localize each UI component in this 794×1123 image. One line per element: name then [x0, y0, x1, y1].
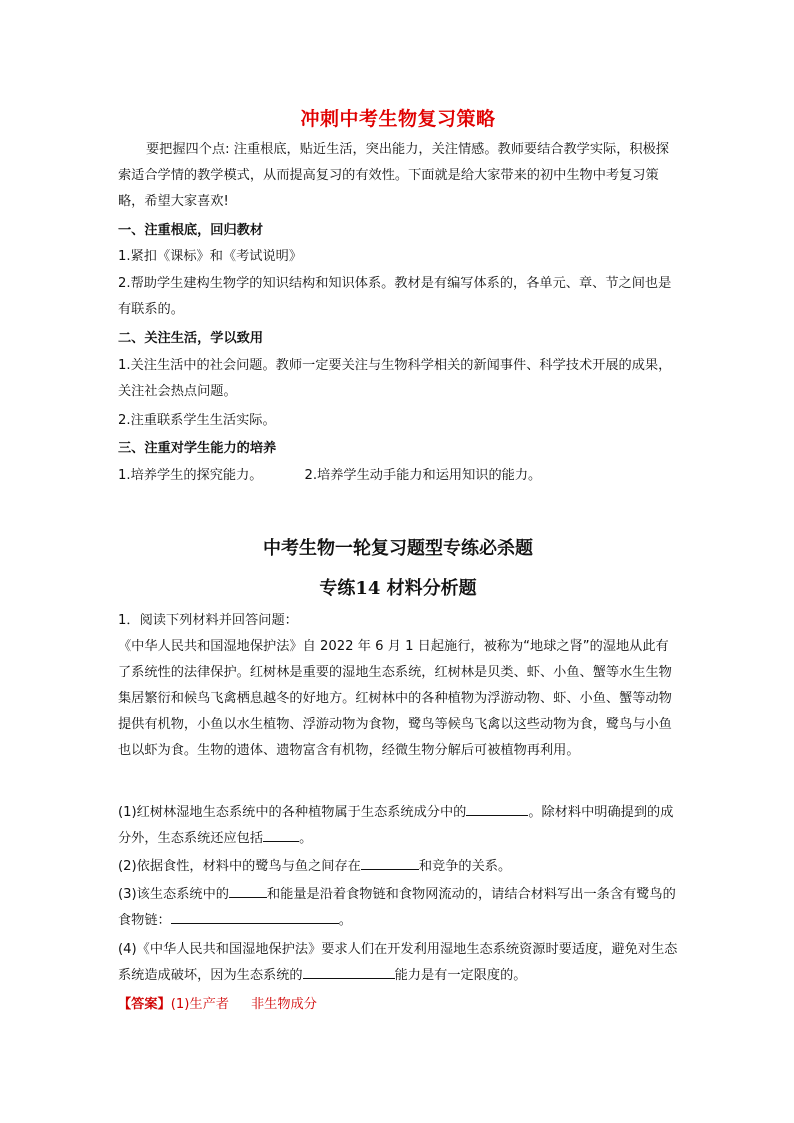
section1-item2: 2.帮助学生建构生物学的知识结构和知识体系。教材是有编写体系的，各单元、章、节之间也是有联系的。 — [118, 276, 672, 317]
answer-blank-4[interactable] — [229, 883, 267, 898]
section2-item1: 1.关注生活中的社会问题。教师一定要关注与生物科学相关的新闻事件、科学技术开展的成果，关注社会热点问题。 — [118, 358, 672, 399]
section3-heading: 三、注重对学生能力的培养 — [118, 441, 277, 456]
question-3: (3)该生态系统中的 和能量是沿着食物链和食物网流动的，请结合材料写出一条含有鹭鸟的食物链： 。 — [118, 882, 678, 934]
question-4: (4)《中华人民共和国湿地保护法》要求人们在开发利用湿地生态系统资源时要适度，避免对生态系统造成破坏，因为生态系统的 能力是有一定限度的。 — [118, 942, 678, 983]
exam-title: 中考生物一轮复习题型专练必杀题 — [263, 538, 533, 559]
answer-blank-2[interactable] — [263, 827, 299, 842]
section3-item1: 1.培养学生的探究能力。 — [118, 468, 263, 483]
answer-tag: 【答案】 — [118, 997, 171, 1012]
question-1: (1)红树林湿地生态系统中的各种植物属于生态系统成分中的 。除材料中明确提到的成分外，生态系统还应包括 。 — [118, 800, 678, 852]
section1-item1: 1.紧扣《课标》和《考试说明》 — [118, 249, 303, 264]
strategy-intro: 要把握四个点: 注重根底，贴近生活，突出能力，关注情感。教师要结合教学实际，积极探索适合学情的教学模式，从而提高复习的有效性。下面就是给大家带来的初中生物中考复习策略，希望大家喜欢! — [118, 142, 669, 209]
section2-heading: 二、关注生活，学以致用 — [118, 331, 264, 346]
question-material: 《中华人民共和国湿地保护法》自 2022 年 6 月 1 日起施行，被称为“地球之肾”的湿地从此有了系统性的法律保护。红树林是重要的湿地生态系统，红树林是贝类、虾、小鱼、蟹等水生生物集居繁衍和候鸟飞禽栖息越冬的好地方。红树林中的各种植物为浮游动物、虾、小鱼、蟹等动物提供有机物，小鱼以水生植物、浮游动物为食物，鹭鸟等候鸟飞禽以这些动物为食，鹭鸟与小鱼也以虾为食。生物的遗体、遗物富含有机物，经微生物分解后可被植物再利用。 — [118, 639, 672, 758]
question-intro: 1．阅读下列材料并回答问题： — [118, 613, 298, 628]
section2-item2: 2.注重联系学生生活实际。 — [118, 413, 276, 428]
answer-blank-3[interactable] — [361, 855, 419, 870]
question-2: (2)依据食性，材料中的鹭鸟与鱼之间存在 和竞争的关系。 — [118, 854, 678, 880]
section3-item2: 2.培养学生动手能力和运用知识的能力。 — [304, 468, 542, 483]
answer-blank-6[interactable] — [303, 964, 395, 979]
answer-blank-5[interactable] — [171, 909, 339, 924]
strategy-title: 冲刺中考生物复习策略 — [300, 108, 496, 130]
section1-heading: 一、注重根底，回归教材 — [118, 223, 264, 238]
answer-line — [118, 992, 678, 1018]
section3-items — [118, 463, 678, 489]
answer-1: (1)生产者 — [170, 997, 229, 1012]
answer-blank-1[interactable] — [466, 801, 528, 816]
exam-subtitle: 专练14 材料分析题 — [319, 578, 477, 599]
answer-2: 非生物成分 — [251, 997, 317, 1012]
